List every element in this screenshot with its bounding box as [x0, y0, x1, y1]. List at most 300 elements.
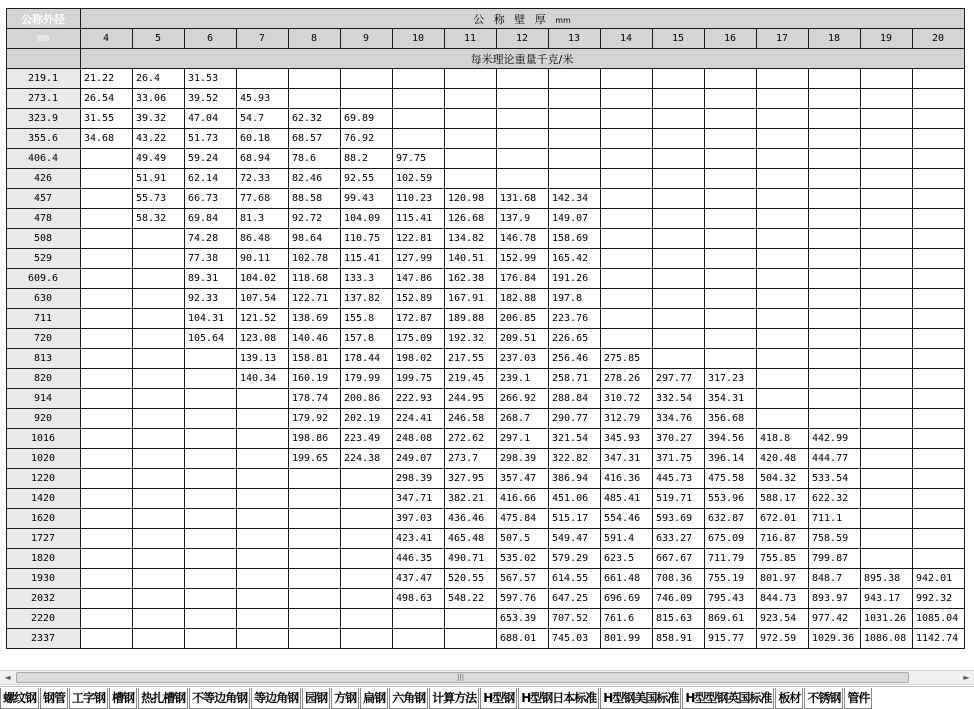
weight-cell[interactable] [913, 469, 965, 489]
weight-cell[interactable] [757, 149, 809, 169]
weight-cell[interactable]: 248.08 [393, 429, 445, 449]
weight-cell[interactable]: 92.33 [185, 289, 237, 309]
weight-cell[interactable] [81, 549, 133, 569]
weight-cell[interactable]: 66.73 [185, 189, 237, 209]
weight-cell[interactable] [861, 409, 913, 429]
weight-cell[interactable] [445, 149, 497, 169]
weight-cell[interactable]: 310.72 [601, 389, 653, 409]
weight-cell[interactable] [861, 429, 913, 449]
thickness-header-cell[interactable]: 11 [445, 29, 497, 49]
weight-cell[interactable]: 1029.36 [809, 629, 861, 649]
weight-cell[interactable] [237, 589, 289, 609]
weight-cell[interactable] [653, 229, 705, 249]
weight-cell[interactable] [601, 169, 653, 189]
weight-cell[interactable] [81, 149, 133, 169]
weight-cell[interactable]: 347.31 [601, 449, 653, 469]
weight-cell[interactable] [809, 129, 861, 149]
outer-diameter-cell[interactable]: 914 [7, 389, 81, 409]
weight-cell[interactable]: 68.57 [289, 129, 341, 149]
weight-cell[interactable]: 176.84 [497, 269, 549, 289]
weight-cell[interactable]: 157.8 [341, 329, 393, 349]
weight-cell[interactable]: 745.03 [549, 629, 601, 649]
weight-cell[interactable] [913, 249, 965, 269]
weight-cell[interactable]: 39.52 [185, 89, 237, 109]
weight-cell[interactable]: 86.48 [237, 229, 289, 249]
weight-cell[interactable]: 160.19 [289, 369, 341, 389]
weight-cell[interactable]: 239.1 [497, 369, 549, 389]
weight-cell[interactable] [497, 129, 549, 149]
weight-cell[interactable] [809, 229, 861, 249]
weight-cell[interactable]: 118.68 [289, 269, 341, 289]
weight-cell[interactable]: 217.55 [445, 349, 497, 369]
weight-cell[interactable] [133, 409, 185, 429]
weight-cell[interactable]: 297.77 [653, 369, 705, 389]
weight-cell[interactable]: 39.32 [133, 109, 185, 129]
weight-cell[interactable] [289, 469, 341, 489]
weight-cell[interactable]: 199.65 [289, 449, 341, 469]
weight-cell[interactable] [913, 189, 965, 209]
weight-cell[interactable] [81, 569, 133, 589]
weight-cell[interactable] [913, 129, 965, 149]
weight-cell[interactable]: 661.48 [601, 569, 653, 589]
weight-cell[interactable]: 396.14 [705, 449, 757, 469]
weight-cell[interactable] [653, 289, 705, 309]
sheet-tab[interactable]: 扁钢 [360, 688, 388, 709]
weight-cell[interactable] [601, 249, 653, 269]
weight-cell[interactable] [757, 209, 809, 229]
weight-cell[interactable]: 133.3 [341, 269, 393, 289]
weight-cell[interactable] [601, 189, 653, 209]
weight-cell[interactable] [913, 329, 965, 349]
weight-cell[interactable]: 226.65 [549, 329, 601, 349]
weight-cell[interactable] [861, 549, 913, 569]
weight-cell[interactable]: 758.59 [809, 529, 861, 549]
weight-cell[interactable]: 222.93 [393, 389, 445, 409]
outer-diameter-cell[interactable]: 529 [7, 249, 81, 269]
weight-cell[interactable]: 200.86 [341, 389, 393, 409]
weight-cell[interactable]: 55.73 [133, 189, 185, 209]
weight-cell[interactable]: 322.82 [549, 449, 601, 469]
weight-cell[interactable] [81, 509, 133, 529]
outer-diameter-cell[interactable]: 609.6 [7, 269, 81, 289]
scrollbar-thumb[interactable] [16, 672, 909, 683]
weight-cell[interactable]: 465.48 [445, 529, 497, 549]
weight-cell[interactable] [861, 249, 913, 269]
weight-cell[interactable]: 140.51 [445, 249, 497, 269]
weight-cell[interactable]: 219.45 [445, 369, 497, 389]
thickness-header-cell[interactable]: 15 [653, 29, 705, 49]
sheet-tab[interactable]: H型钢 [480, 688, 517, 709]
sheet-tab[interactable]: 不等边角钢 [189, 688, 250, 709]
weight-cell[interactable] [185, 389, 237, 409]
weight-cell[interactable]: 533.54 [809, 469, 861, 489]
weight-cell[interactable]: 386.94 [549, 469, 601, 489]
weight-cell[interactable] [185, 469, 237, 489]
weight-cell[interactable]: 317.23 [705, 369, 757, 389]
weight-cell[interactable] [913, 109, 965, 129]
weight-cell[interactable]: 104.31 [185, 309, 237, 329]
weight-cell[interactable] [341, 89, 393, 109]
weight-cell[interactable] [861, 89, 913, 109]
weight-cell[interactable]: 647.25 [549, 589, 601, 609]
weight-cell[interactable] [705, 89, 757, 109]
weight-cell[interactable] [185, 449, 237, 469]
weight-cell[interactable] [861, 129, 913, 149]
weight-cell[interactable] [913, 409, 965, 429]
weight-cell[interactable]: 278.26 [601, 369, 653, 389]
weight-cell[interactable]: 62.14 [185, 169, 237, 189]
weight-cell[interactable] [133, 469, 185, 489]
weight-cell[interactable]: 423.41 [393, 529, 445, 549]
weight-cell[interactable] [705, 329, 757, 349]
weight-cell[interactable] [549, 89, 601, 109]
weight-cell[interactable]: 110.75 [341, 229, 393, 249]
weight-cell[interactable]: 51.91 [133, 169, 185, 189]
weight-cell[interactable] [289, 549, 341, 569]
weight-cell[interactable] [393, 109, 445, 129]
thickness-header-cell[interactable]: 7 [237, 29, 289, 49]
outer-diameter-cell[interactable]: 323.9 [7, 109, 81, 129]
weight-cell[interactable] [81, 429, 133, 449]
weight-cell[interactable]: 77.68 [237, 189, 289, 209]
weight-cell[interactable] [861, 509, 913, 529]
weight-cell[interactable]: 78.6 [289, 149, 341, 169]
weight-cell[interactable]: 206.85 [497, 309, 549, 329]
weight-cell[interactable] [133, 569, 185, 589]
weight-cell[interactable] [913, 369, 965, 389]
weight-cell[interactable] [133, 249, 185, 269]
weight-cell[interactable]: 272.62 [445, 429, 497, 449]
weight-cell[interactable] [705, 249, 757, 269]
weight-cell[interactable]: 92.72 [289, 209, 341, 229]
weight-cell[interactable]: 688.01 [497, 629, 549, 649]
weight-cell[interactable]: 34.68 [81, 129, 133, 149]
weight-cell[interactable] [81, 449, 133, 469]
weight-cell[interactable]: 155.8 [341, 309, 393, 329]
weight-cell[interactable] [133, 349, 185, 369]
thickness-header-cell[interactable]: 8 [289, 29, 341, 49]
weight-cell[interactable] [809, 329, 861, 349]
weight-cell[interactable] [549, 149, 601, 169]
weight-cell[interactable] [237, 549, 289, 569]
weight-cell[interactable] [705, 269, 757, 289]
weight-cell[interactable] [757, 389, 809, 409]
weight-cell[interactable]: 420.48 [757, 449, 809, 469]
weight-cell[interactable] [913, 349, 965, 369]
weight-cell[interactable] [653, 169, 705, 189]
weight-cell[interactable]: 992.32 [913, 589, 965, 609]
weight-cell[interactable]: 138.69 [289, 309, 341, 329]
weight-cell[interactable]: 268.7 [497, 409, 549, 429]
weight-cell[interactable] [133, 609, 185, 629]
weight-cell[interactable]: 755.85 [757, 549, 809, 569]
weight-cell[interactable]: 801.97 [757, 569, 809, 589]
weight-cell[interactable] [757, 249, 809, 269]
weight-cell[interactable] [653, 69, 705, 89]
sheet-tab[interactable]: 计算方法 [429, 688, 479, 709]
weight-cell[interactable]: 120.98 [445, 189, 497, 209]
weight-cell[interactable]: 593.69 [653, 509, 705, 529]
outer-diameter-cell[interactable]: 1930 [7, 569, 81, 589]
weight-cell[interactable]: 175.09 [393, 329, 445, 349]
weight-cell[interactable] [133, 329, 185, 349]
weight-cell[interactable] [81, 209, 133, 229]
weight-cell[interactable] [861, 369, 913, 389]
weight-cell[interactable]: 312.79 [601, 409, 653, 429]
weight-cell[interactable] [185, 369, 237, 389]
weight-cell[interactable] [237, 609, 289, 629]
weight-cell[interactable]: 92.55 [341, 169, 393, 189]
weight-cell[interactable] [81, 629, 133, 649]
weight-cell[interactable] [393, 129, 445, 149]
sheet-tab[interactable]: 园钢 [302, 688, 330, 709]
weight-cell[interactable] [601, 109, 653, 129]
weight-cell[interactable] [81, 269, 133, 289]
weight-cell[interactable] [757, 229, 809, 249]
weight-cell[interactable]: 224.38 [341, 449, 393, 469]
weight-cell[interactable] [653, 209, 705, 229]
weight-cell[interactable]: 288.84 [549, 389, 601, 409]
weight-cell[interactable]: 68.94 [237, 149, 289, 169]
weight-cell[interactable] [237, 509, 289, 529]
thickness-header-cell[interactable]: 14 [601, 29, 653, 49]
outer-diameter-cell[interactable]: 711 [7, 309, 81, 329]
weight-cell[interactable]: 126.68 [445, 209, 497, 229]
weight-cell[interactable]: 553.96 [705, 489, 757, 509]
weight-cell[interactable] [861, 529, 913, 549]
weight-cell[interactable] [757, 69, 809, 89]
weight-cell[interactable] [705, 229, 757, 249]
weight-cell[interactable]: 102.59 [393, 169, 445, 189]
weight-cell[interactable] [549, 109, 601, 129]
thickness-header-cell[interactable]: 18 [809, 29, 861, 49]
thickness-header-cell[interactable]: 9 [341, 29, 393, 49]
weight-cell[interactable] [653, 189, 705, 209]
weight-cell[interactable]: 591.4 [601, 529, 653, 549]
weight-cell[interactable]: 298.39 [497, 449, 549, 469]
weight-cell[interactable] [705, 129, 757, 149]
weight-cell[interactable]: 90.11 [237, 249, 289, 269]
weight-cell[interactable] [289, 589, 341, 609]
weight-cell[interactable]: 382.21 [445, 489, 497, 509]
weight-cell[interactable]: 69.84 [185, 209, 237, 229]
weight-cell[interactable]: 165.42 [549, 249, 601, 269]
weight-cell[interactable]: 535.02 [497, 549, 549, 569]
weight-cell[interactable]: 597.76 [497, 589, 549, 609]
weight-cell[interactable] [913, 89, 965, 109]
weight-cell[interactable] [289, 69, 341, 89]
weight-cell[interactable]: 297.1 [497, 429, 549, 449]
weight-cell[interactable] [601, 89, 653, 109]
weight-cell[interactable] [393, 609, 445, 629]
weight-cell[interactable]: 102.78 [289, 249, 341, 269]
weight-cell[interactable]: 256.46 [549, 349, 601, 369]
weight-cell[interactable]: 632.87 [705, 509, 757, 529]
weight-cell[interactable] [185, 549, 237, 569]
weight-cell[interactable] [133, 509, 185, 529]
weight-cell[interactable]: 356.68 [705, 409, 757, 429]
outer-diameter-cell[interactable]: 478 [7, 209, 81, 229]
weight-cell[interactable] [913, 429, 965, 449]
weight-cell[interactable] [861, 229, 913, 249]
weight-cell[interactable]: 614.55 [549, 569, 601, 589]
weight-cell[interactable]: 554.46 [601, 509, 653, 529]
weight-cell[interactable]: 104.09 [341, 209, 393, 229]
weight-cell[interactable] [913, 289, 965, 309]
weight-cell[interactable]: 74.28 [185, 229, 237, 249]
weight-cell[interactable] [237, 449, 289, 469]
weight-cell[interactable]: 107.54 [237, 289, 289, 309]
weight-cell[interactable] [705, 289, 757, 309]
weight-cell[interactable]: 249.07 [393, 449, 445, 469]
weight-cell[interactable] [601, 69, 653, 89]
weight-cell[interactable] [861, 149, 913, 169]
weight-cell[interactable] [861, 189, 913, 209]
weight-cell[interactable] [81, 229, 133, 249]
weight-cell[interactable] [133, 289, 185, 309]
weight-cell[interactable] [185, 529, 237, 549]
weight-cell[interactable] [653, 89, 705, 109]
weight-cell[interactable]: 246.58 [445, 409, 497, 429]
weight-cell[interactable] [653, 309, 705, 329]
weight-cell[interactable]: 197.8 [549, 289, 601, 309]
weight-cell[interactable] [653, 129, 705, 149]
weight-cell[interactable] [393, 69, 445, 89]
weight-cell[interactable] [601, 289, 653, 309]
weight-cell[interactable] [653, 149, 705, 169]
weight-cell[interactable]: 162.38 [445, 269, 497, 289]
weight-cell[interactable]: 437.47 [393, 569, 445, 589]
weight-cell[interactable] [185, 509, 237, 529]
weight-cell[interactable] [913, 389, 965, 409]
weight-cell[interactable]: 943.17 [861, 589, 913, 609]
weight-cell[interactable]: 54.7 [237, 109, 289, 129]
weight-cell[interactable] [757, 349, 809, 369]
weight-cell[interactable]: 1086.08 [861, 629, 913, 649]
weight-cell[interactable] [237, 409, 289, 429]
weight-cell[interactable] [861, 69, 913, 89]
weight-cell[interactable] [757, 409, 809, 429]
weight-cell[interactable] [601, 149, 653, 169]
weight-cell[interactable] [809, 389, 861, 409]
weight-cell[interactable]: 31.55 [81, 109, 133, 129]
weight-cell[interactable] [809, 369, 861, 389]
weight-cell[interactable]: 223.49 [341, 429, 393, 449]
weight-cell[interactable] [757, 289, 809, 309]
weight-cell[interactable]: 167.91 [445, 289, 497, 309]
weight-cell[interactable]: 26.4 [133, 69, 185, 89]
weight-cell[interactable] [81, 189, 133, 209]
weight-cell[interactable] [757, 369, 809, 389]
weight-cell[interactable]: 567.57 [497, 569, 549, 589]
weight-cell[interactable] [757, 109, 809, 129]
weight-cell[interactable] [757, 309, 809, 329]
weight-cell[interactable]: 191.26 [549, 269, 601, 289]
weight-cell[interactable]: 146.78 [497, 229, 549, 249]
outer-diameter-cell[interactable]: 457 [7, 189, 81, 209]
weight-cell[interactable] [81, 369, 133, 389]
weight-cell[interactable]: 507.5 [497, 529, 549, 549]
weight-cell[interactable] [133, 229, 185, 249]
weight-cell[interactable] [133, 269, 185, 289]
weight-cell[interactable]: 104.02 [237, 269, 289, 289]
weight-cell[interactable] [237, 469, 289, 489]
weight-cell[interactable]: 223.76 [549, 309, 601, 329]
weight-cell[interactable] [705, 209, 757, 229]
weight-cell[interactable] [809, 149, 861, 169]
weight-cell[interactable]: 711.1 [809, 509, 861, 529]
weight-cell[interactable]: 370.27 [653, 429, 705, 449]
weight-cell[interactable] [133, 549, 185, 569]
weight-cell[interactable]: 321.54 [549, 429, 601, 449]
scroll-right-arrow-icon[interactable]: ► [963, 673, 970, 682]
weight-cell[interactable] [913, 229, 965, 249]
weight-cell[interactable]: 122.81 [393, 229, 445, 249]
weight-cell[interactable]: 76.92 [341, 129, 393, 149]
horizontal-scrollbar[interactable] [0, 670, 974, 685]
weight-cell[interactable] [445, 169, 497, 189]
sheet-tab[interactable]: 方钢 [331, 688, 359, 709]
thickness-header-cell[interactable]: 20 [913, 29, 965, 49]
sheet-tab[interactable]: 螺纹钢 [0, 688, 39, 709]
thickness-header-cell[interactable]: 17 [757, 29, 809, 49]
weight-cell[interactable]: 26.54 [81, 89, 133, 109]
weight-cell[interactable] [653, 249, 705, 269]
weight-cell[interactable]: 327.95 [445, 469, 497, 489]
thickness-header-cell[interactable]: 6 [185, 29, 237, 49]
weight-cell[interactable] [133, 529, 185, 549]
weight-cell[interactable]: 43.22 [133, 129, 185, 149]
weight-cell[interactable]: 198.02 [393, 349, 445, 369]
weight-cell[interactable]: 198.86 [289, 429, 341, 449]
weight-cell[interactable] [445, 609, 497, 629]
weight-cell[interactable] [757, 269, 809, 289]
outer-diameter-cell[interactable]: 720 [7, 329, 81, 349]
weight-cell[interactable] [341, 469, 393, 489]
weight-cell[interactable] [861, 289, 913, 309]
weight-cell[interactable] [861, 169, 913, 189]
weight-cell[interactable]: 672.01 [757, 509, 809, 529]
weight-cell[interactable]: 110.23 [393, 189, 445, 209]
weight-cell[interactable] [185, 629, 237, 649]
weight-cell[interactable] [705, 349, 757, 369]
weight-cell[interactable] [237, 69, 289, 89]
weight-cell[interactable]: 490.71 [445, 549, 497, 569]
weight-cell[interactable]: 416.36 [601, 469, 653, 489]
weight-cell[interactable] [133, 309, 185, 329]
weight-cell[interactable]: 140.34 [237, 369, 289, 389]
weight-cell[interactable]: 1085.04 [913, 609, 965, 629]
weight-cell[interactable]: 623.5 [601, 549, 653, 569]
weight-cell[interactable]: 127.99 [393, 249, 445, 269]
weight-cell[interactable]: 123.08 [237, 329, 289, 349]
weight-cell[interactable]: 142.34 [549, 189, 601, 209]
weight-cell[interactable] [341, 509, 393, 529]
weight-cell[interactable]: 137.82 [341, 289, 393, 309]
weight-cell[interactable] [133, 589, 185, 609]
weight-cell[interactable]: 137.9 [497, 209, 549, 229]
weight-cell[interactable]: 77.38 [185, 249, 237, 269]
weight-cell[interactable]: 105.64 [185, 329, 237, 349]
weight-cell[interactable]: 47.04 [185, 109, 237, 129]
outer-diameter-cell[interactable]: 355.6 [7, 129, 81, 149]
weight-cell[interactable]: 707.52 [549, 609, 601, 629]
weight-cell[interactable] [81, 529, 133, 549]
weight-cell[interactable] [185, 569, 237, 589]
weight-cell[interactable]: 446.35 [393, 549, 445, 569]
weight-cell[interactable] [913, 509, 965, 529]
weight-cell[interactable]: 179.99 [341, 369, 393, 389]
